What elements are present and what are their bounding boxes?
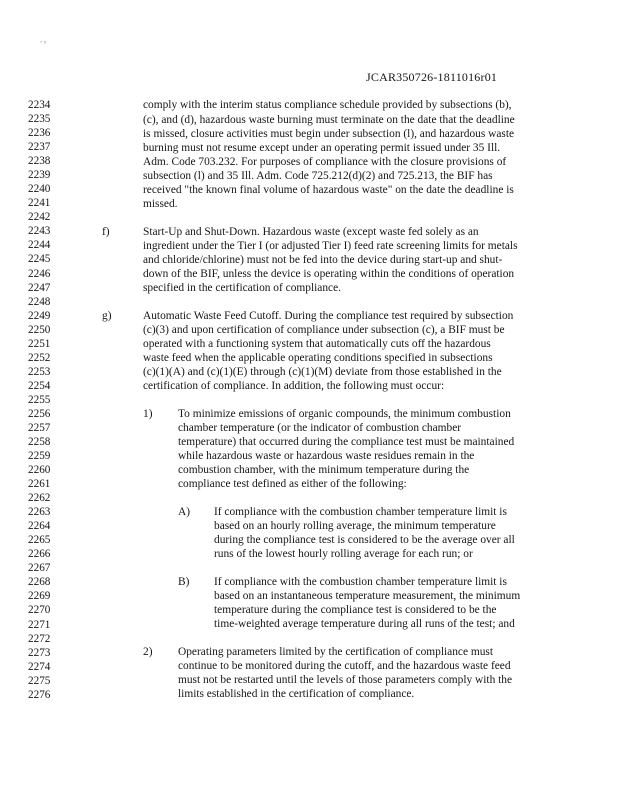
intro-line: burning must not resume except under an operating permit issued under 35 Ill. [143,142,501,154]
line-number: 2261 [28,478,51,491]
line-number: 2236 [28,127,51,140]
intro-line: is missed, closure activities must begin under subsection (l), and hazardous waste [143,128,515,140]
line-number: 2234 [28,99,51,111]
item-2-label: 2) [143,646,153,658]
line-number: 2238 [28,155,51,168]
line-number: 2268 [28,576,51,589]
item-1b-line: temperature during the compliance test is considered to be the [214,604,497,616]
line-number: 2275 [28,674,51,687]
line-number: 2272 [28,632,51,645]
section-f-line: Start-Up and Shut-Down. Hazardous waste (except waste fed solely as an [143,226,479,238]
section-f-line: down of the BIF, unless the device is operating within the conditions of operation [143,268,515,280]
item-1a-line: If compliance with the combustion chamber temperature limit is [214,506,507,518]
line-number: 2245 [28,253,51,266]
intro-line: subsection (l) and 35 Ill. Adm. Code 725.212(d)(2) and 725.213, the BIF has [143,170,493,182]
section-g-line: Automatic Waste Feed Cutoff. During the compliance test required by subsection [143,310,514,322]
item-1-line: while hazardous waste or hazardous waste residues remain in the [178,450,475,462]
item-1a-line: based on an hourly rolling average, the minimum temperature [214,520,496,532]
line-number: 2273 [28,646,51,659]
item-1-line: compliance test defined as either of the following: [178,478,407,490]
line-number: 2244 [28,239,51,252]
item-2-line: Operating parameters limited by the certification of compliance must [178,646,494,658]
item-2-line: continue to be monitored during the cutoff, and the hazardous waste feed [178,660,511,672]
line-number: 2250 [28,323,51,336]
line-number: 2262 [28,492,51,505]
item-1-line: temperature) that occurred during the compliance test must be maintained [178,436,515,448]
item-2-line: must not be restarted until the levels of those parameters comply with the [178,674,513,686]
line-number: 2248 [28,295,51,308]
line-number: 2260 [28,464,51,476]
scan-marks: ’ ° [40,40,47,48]
line-number: 2239 [28,169,51,182]
line-number: 2251 [28,337,51,350]
line-number: 2249 [28,309,51,322]
line-number: 2247 [28,281,51,294]
intro-line: Adm. Code 703.232. For purposes of compliance with the closure provisions of [143,156,507,168]
section-g-line: (c)(3) and upon certification of compliance under subsection (c), a BIF must be [143,324,505,336]
line-number: 2257 [28,421,51,434]
intro-line: comply with the interim status compliance schedule provided by subsections (b), [143,99,512,111]
line-number: 2264 [28,520,51,533]
line-number: 2243 [28,225,51,238]
line-number: 2271 [28,618,51,631]
line-number: 2246 [28,267,51,280]
item-1-line: combustion chamber, with the minimum temperature during the [178,464,470,476]
line-number: 2255 [28,393,51,406]
intro-line: missed. [143,198,178,210]
line-number: 2253 [28,365,51,378]
section-f-line: and chloride/chlorine) must not be fed into the device during start-up and shut- [143,254,503,266]
section-g-line: (c)(1)(A) and (c)(1)(E) through (c)(1)(M) deviate from those established in the [143,366,502,378]
item-1a-label: A) [178,506,191,518]
item-2-line: limits established in the certification of compliance. [178,688,415,700]
document-id-header: JCAR350726-1811016r01 [366,70,498,84]
line-number: 2237 [28,141,51,154]
section-f-line: specified in the certification of compliance. [143,282,341,294]
intro-line: (c), and (d), hazardous waste burning must terminate on the date that the deadline [143,114,515,126]
line-number: 2252 [28,351,51,364]
line-number: 2235 [28,113,51,125]
line-number: 2269 [28,590,51,603]
line-number: 2259 [28,450,51,462]
item-1a-line: during the compliance test is considered to be the average over all [214,534,515,546]
line-number: 2276 [28,688,51,701]
section-g-label: g) [102,310,112,322]
section-g-line: operated with a functioning system that automatically cuts off the hazardous [143,338,491,350]
line-number: 2241 [28,197,51,210]
item-1-line: chamber temperature (or the indicator of combustion chamber [178,422,462,434]
item-1-line: To minimize emissions of organic compounds, the minimum combustion [178,408,511,420]
item-1b-label: B) [178,576,190,588]
line-number: 2240 [28,183,51,196]
item-1-label: 1) [143,408,153,420]
intro-line: received "the known final volume of hazardous waste" on the date the deadline is [143,184,514,196]
section-f-label: f) [102,226,110,238]
line-number: 2256 [28,407,51,420]
item-1b-line: based on an instantaneous temperature measurement, the minimum [214,590,521,602]
item-1b-line: If compliance with the combustion chamber temperature limit is [214,576,507,588]
item-1a-line: runs of the lowest hourly rolling average for each run; or [214,548,473,560]
line-number: 2267 [28,562,51,575]
line-number: 2270 [28,604,51,617]
line-number: 2254 [28,379,51,392]
line-number: 2265 [28,534,51,547]
line-number: 2263 [28,506,51,519]
section-f-line: ingredient under the Tier I (or adjusted Tier I) feed rate screening limits for metals [143,240,518,252]
section-g-line: certification of compliance. In addition, the following must occur: [143,380,445,392]
section-g-line: waste feed when the applicable operating conditions specified in subsections [143,352,493,364]
line-number: 2242 [28,211,51,224]
line-number: 2266 [28,548,51,561]
line-number: 2258 [28,436,51,448]
item-1b-line: time-weighted average temperature during all runs of the test; and [214,618,515,630]
line-number: 2274 [28,660,51,673]
